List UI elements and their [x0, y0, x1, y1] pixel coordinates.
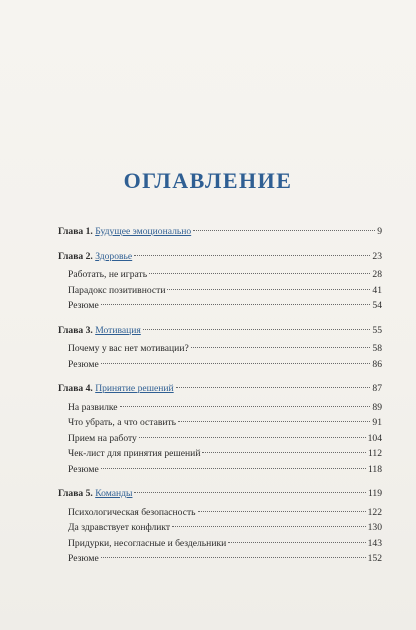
- page-number: 9: [377, 226, 382, 237]
- page-number: 55: [372, 324, 382, 336]
- page-title: ОГЛАВЛЕНИЕ: [123, 168, 293, 193]
- dot-leader: [101, 468, 366, 469]
- page-number: 91: [372, 417, 382, 428]
- section-entry[interactable]: [58, 267, 382, 283]
- dot-leader: [101, 557, 366, 558]
- toc-chapter-2: [58, 249, 382, 314]
- section-title: Резюме: [68, 553, 99, 564]
- dot-leader: [202, 452, 366, 453]
- dot-leader: [191, 347, 371, 348]
- section-title: Прием на работу: [68, 432, 137, 444]
- chapter-entry[interactable]: [58, 323, 382, 339]
- chapter-title-link[interactable]: Принятие решений: [95, 383, 174, 394]
- chapter-heading: [58, 249, 132, 265]
- section-title: Придурки, несогласные и бездельники: [68, 537, 227, 549]
- toc-chapter-1: [58, 224, 382, 240]
- dot-leader: [120, 406, 371, 407]
- chapter-title-link[interactable]: Команды: [95, 488, 133, 499]
- section-entry[interactable]: [58, 551, 382, 567]
- page-number: 143: [367, 537, 382, 549]
- section-entry[interactable]: [58, 357, 382, 373]
- dot-leader: [167, 289, 370, 290]
- section-title: Да здравствует конфликт: [68, 522, 171, 533]
- section-title: Что убрать, а что оставить: [68, 417, 177, 428]
- page-number: 54: [372, 300, 382, 311]
- toc-chapter-4: [58, 381, 382, 477]
- section-entry[interactable]: [58, 298, 382, 314]
- toc-chapter-3: [58, 323, 382, 373]
- section-title: Психологическая безопасность: [68, 506, 196, 518]
- dot-leader: [176, 387, 371, 388]
- section-entry[interactable]: [58, 520, 382, 536]
- section-title: Парадокс позитивности: [68, 284, 166, 296]
- section-title: Резюме: [68, 358, 99, 370]
- section-entry[interactable]: [58, 505, 382, 521]
- toc-chapter-5: [58, 486, 382, 567]
- section-entry[interactable]: [58, 462, 382, 478]
- page-number: 58: [372, 343, 382, 354]
- dot-leader: [149, 273, 370, 274]
- page-number: 89: [372, 401, 382, 413]
- dot-leader: [193, 230, 375, 231]
- dot-leader: [134, 492, 366, 493]
- page-number: 152: [367, 553, 382, 564]
- chapter-title-link[interactable]: Мотивация: [95, 324, 141, 336]
- section-entry[interactable]: [58, 283, 382, 299]
- chapter-entry[interactable]: [58, 381, 382, 397]
- chapter-number: Глава 2.: [58, 250, 93, 262]
- chapter-heading: [58, 486, 132, 502]
- dot-leader: [101, 363, 371, 364]
- page-number: 112: [367, 448, 382, 459]
- chapter-heading: [58, 381, 174, 397]
- dot-leader: [101, 304, 371, 305]
- page-number: 118: [367, 463, 382, 475]
- dot-leader: [172, 526, 365, 527]
- page-number: 130: [367, 522, 382, 533]
- page-number: 41: [372, 284, 382, 296]
- dot-leader: [178, 421, 370, 422]
- section-entry[interactable]: [58, 400, 382, 416]
- section-title: Чек-лист для принятия решений: [68, 448, 201, 459]
- section-entry[interactable]: [58, 446, 382, 462]
- dot-leader: [139, 437, 366, 438]
- page-number: 23: [372, 250, 382, 262]
- chapter-entry[interactable]: [58, 224, 382, 240]
- page-number: 87: [372, 383, 382, 394]
- section-entry[interactable]: [58, 415, 382, 431]
- chapter-title-link[interactable]: Будущее эмоционально: [95, 226, 192, 237]
- chapter-title-link[interactable]: Здоровье: [95, 250, 133, 262]
- section-entry[interactable]: [58, 341, 382, 357]
- chapter-number: Глава 1.: [58, 226, 93, 237]
- dot-leader: [134, 255, 370, 256]
- section-entry[interactable]: [58, 431, 382, 447]
- page-number: 104: [367, 432, 382, 444]
- table-of-contents: [58, 224, 382, 576]
- chapter-entry[interactable]: [58, 249, 382, 265]
- page-number: 119: [367, 488, 382, 499]
- section-title: Работать, не играть: [68, 269, 148, 280]
- chapter-number: Глава 4.: [58, 383, 93, 394]
- section-title: Резюме: [68, 463, 99, 475]
- chapter-number: Глава 3.: [58, 324, 93, 336]
- section-title: Резюме: [68, 300, 99, 311]
- dot-leader: [143, 329, 371, 330]
- chapter-number: Глава 5.: [58, 488, 93, 499]
- page-number: 86: [372, 358, 382, 370]
- chapter-entry[interactable]: [58, 486, 382, 502]
- section-entry[interactable]: [58, 536, 382, 552]
- section-title: Почему у вас нет мотивации?: [68, 343, 189, 354]
- dot-leader: [198, 511, 366, 512]
- dot-leader: [228, 542, 365, 543]
- chapter-heading: [58, 323, 141, 339]
- chapter-heading: [58, 224, 191, 240]
- page-number: 122: [367, 506, 382, 518]
- page-number: 28: [372, 269, 382, 280]
- section-title: На развилке: [68, 401, 118, 413]
